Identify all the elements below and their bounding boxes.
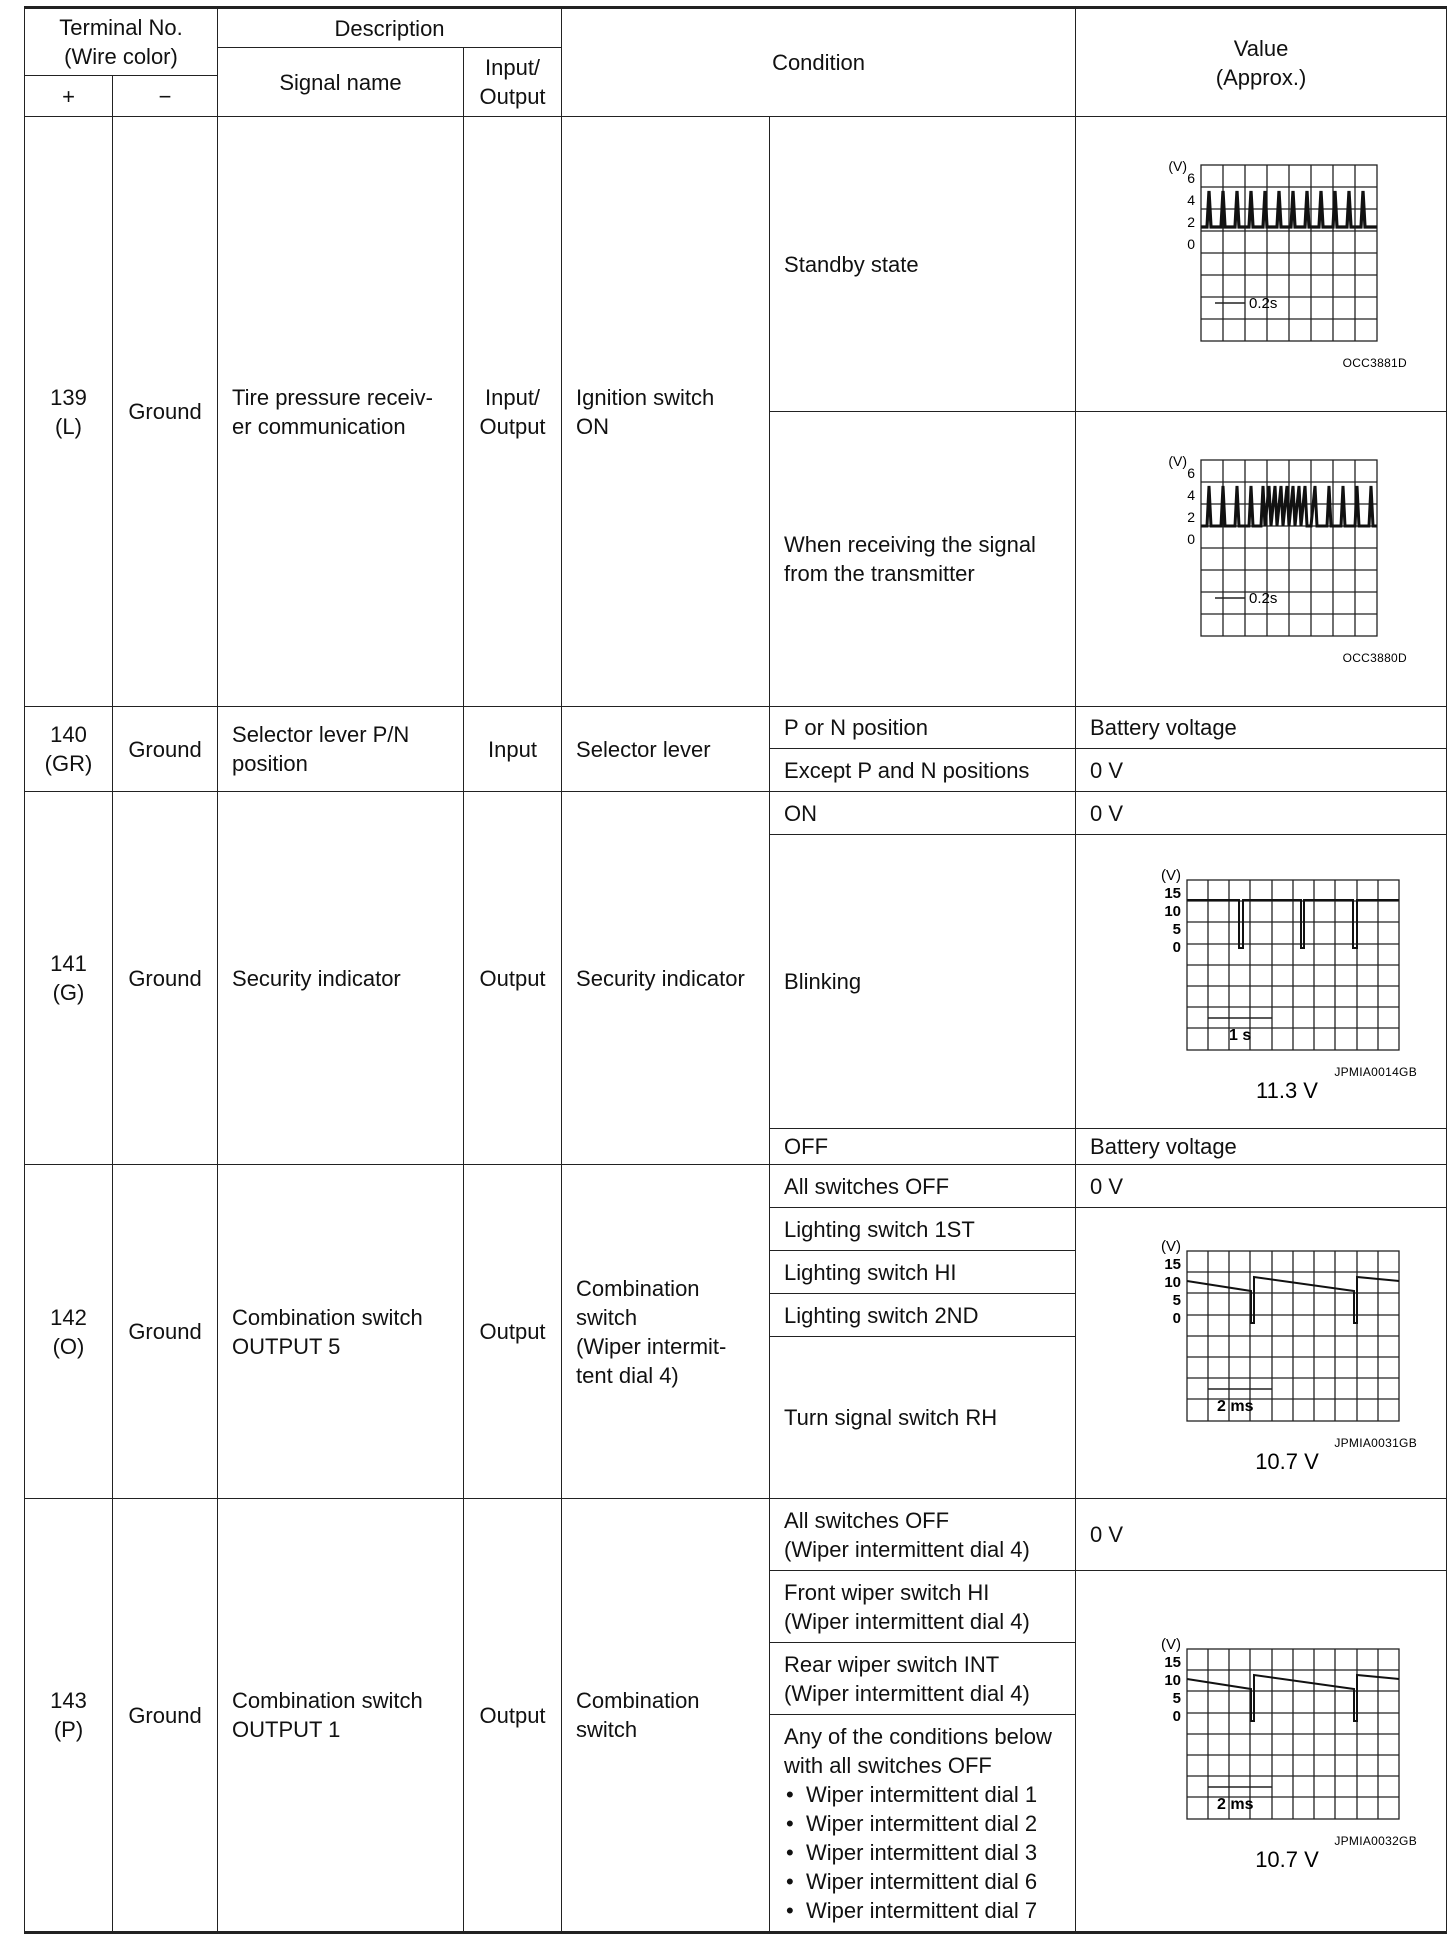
- tick-label: 10: [1164, 902, 1182, 920]
- sub-140-pn: P or N position: [770, 707, 1076, 749]
- waveform-standby: [1111, 149, 1411, 379]
- list-item: • Wiper intermittent dial 3: [806, 1838, 1061, 1867]
- time-scale-label: 2 ms: [1217, 1398, 1254, 1415]
- condition-143: Combination switch: [562, 1499, 770, 1933]
- value-140-except: 0 V: [1076, 749, 1447, 792]
- condition-142: Combination switch (Wiper intermit- tent dial 4): [562, 1165, 770, 1499]
- tick-label: 15: [1164, 1256, 1182, 1273]
- tick-label: 6: [1187, 465, 1196, 481]
- figure-id: OCC3881D: [1342, 356, 1408, 370]
- io-141: Output: [464, 792, 562, 1165]
- tick-label: 15: [1164, 884, 1182, 902]
- waveform-receiving: [1111, 444, 1411, 674]
- ground-139: Ground: [113, 117, 218, 707]
- tick-label: 0: [1187, 236, 1196, 252]
- sub-143-any-conditions: [770, 1715, 1076, 1933]
- tick-label: 5: [1172, 1292, 1182, 1309]
- sub-142-all-off: All switches OFF: [770, 1165, 1076, 1208]
- figure-id: OCC3880D: [1342, 651, 1408, 665]
- axis-unit: (V): [1161, 866, 1182, 884]
- waveform-output5: [1101, 1233, 1421, 1473]
- sub-139-receiving: When receiving the signal from the transmitter: [770, 412, 1076, 707]
- time-scale-label: 1 s: [1229, 1026, 1252, 1044]
- tick-label: 10: [1164, 1274, 1182, 1291]
- signal-142: Combination switch OUTPUT 5: [218, 1165, 464, 1499]
- value-140-pn: Battery voltage: [1076, 707, 1447, 749]
- tick-label: 0: [1172, 1310, 1182, 1327]
- tick-label: 2: [1187, 214, 1196, 230]
- terminal-142: 142 (O): [25, 1165, 113, 1499]
- io-142: Output: [464, 1165, 562, 1499]
- axis-unit: (V): [1161, 1636, 1182, 1653]
- terminal-143: 143 (P): [25, 1499, 113, 1933]
- signal-140: Selector lever P/N position: [218, 707, 464, 792]
- header-plus: +: [25, 76, 113, 117]
- list-item: • Wiper intermittent dial 7: [806, 1896, 1061, 1925]
- axis-unit: (V): [1168, 158, 1188, 174]
- terminal-141: 141 (G): [25, 792, 113, 1165]
- terminal-table: [24, 6, 1447, 1934]
- value-142-all-off: 0 V: [1076, 1165, 1447, 1208]
- tick-label: 15: [1164, 1654, 1182, 1671]
- time-scale-label: 0.2s: [1249, 590, 1278, 607]
- header-io: Input/ Output: [464, 48, 562, 117]
- ground-140: Ground: [113, 707, 218, 792]
- waveform-output1: [1101, 1631, 1421, 1871]
- sub-143-front-wiper-hi: Front wiper switch HI (Wiper intermittent dial 4): [770, 1571, 1076, 1643]
- terminal-139: 139 (L): [25, 117, 113, 707]
- list-item: • Wiper intermittent dial 1: [806, 1780, 1061, 1809]
- sub-143-any-conditions-text: Any of the conditions below with all switches OFF: [784, 1723, 1052, 1778]
- signal-139: Tire pressure receiv- er communication: [218, 117, 464, 707]
- list-item: • Wiper intermittent dial 2: [806, 1809, 1061, 1838]
- ground-143: Ground: [113, 1499, 218, 1933]
- axis-unit: (V): [1168, 453, 1188, 469]
- sub-142-turn-rh: Turn signal switch RH: [770, 1337, 1076, 1499]
- waveform-blinking: [1101, 862, 1421, 1102]
- signal-143: Combination switch OUTPUT 1: [218, 1499, 464, 1933]
- ground-142: Ground: [113, 1165, 218, 1499]
- tick-label: 0: [1187, 531, 1196, 547]
- value-139-receiving: [1076, 412, 1447, 707]
- sub-142-lighting-2nd: Lighting switch 2ND: [770, 1294, 1076, 1337]
- io-139: Input/ Output: [464, 117, 562, 707]
- sub-141-off: OFF: [770, 1129, 1076, 1165]
- value-141-blinking-voltage: 11.3 V: [1256, 1077, 1319, 1102]
- tick-label: 0: [1172, 938, 1182, 956]
- tick-label: 5: [1172, 1690, 1182, 1707]
- sub-139-standby: Standby state: [770, 117, 1076, 412]
- value-142-voltage: 10.7 V: [1255, 1449, 1319, 1473]
- header-signal-name: Signal name: [218, 48, 464, 117]
- header-minus: −: [113, 76, 218, 117]
- header-terminal: Terminal No. (Wire color): [25, 8, 218, 76]
- condition-139: Ignition switch ON: [562, 117, 770, 707]
- tick-label: 4: [1187, 192, 1196, 208]
- time-scale-label: 0.2s: [1249, 295, 1278, 312]
- terminal-140: 140 (GR): [25, 707, 113, 792]
- value-143-voltage: 10.7 V: [1255, 1847, 1319, 1871]
- figure-id: JPMIA0014GB: [1334, 1064, 1418, 1079]
- sub-141-on: ON: [770, 792, 1076, 835]
- value-141-on: 0 V: [1076, 792, 1447, 835]
- value-141-off: Battery voltage: [1076, 1129, 1447, 1165]
- figure-id: JPMIA0031GB: [1334, 1436, 1418, 1450]
- tick-label: 2: [1187, 509, 1196, 525]
- io-140: Input: [464, 707, 562, 792]
- io-143: Output: [464, 1499, 562, 1933]
- sub-140-except: Except P and N positions: [770, 749, 1076, 792]
- wiper-dial-list: [784, 1780, 1061, 1925]
- value-141-blinking: [1076, 835, 1447, 1129]
- list-item: • Wiper intermittent dial 6: [806, 1867, 1061, 1896]
- sub-141-blinking: Blinking: [770, 835, 1076, 1129]
- axis-unit: (V): [1161, 1238, 1182, 1255]
- signal-141: Security indicator: [218, 792, 464, 1165]
- tick-label: 10: [1164, 1672, 1182, 1689]
- tick-label: 6: [1187, 170, 1196, 186]
- header-value: Value (Approx.): [1076, 8, 1447, 117]
- ground-141: Ground: [113, 792, 218, 1165]
- header-condition: Condition: [562, 8, 1076, 117]
- condition-141: Security indicator: [562, 792, 770, 1165]
- value-143-waveform: [1076, 1571, 1447, 1933]
- sub-142-lighting-1st: Lighting switch 1ST: [770, 1208, 1076, 1251]
- condition-140: Selector lever: [562, 707, 770, 792]
- value-142-waveform: [1076, 1208, 1447, 1499]
- tick-label: 0: [1172, 1708, 1182, 1725]
- figure-id: JPMIA0032GB: [1334, 1834, 1418, 1848]
- sub-143-rear-wiper-int: Rear wiper switch INT (Wiper intermittent dial 4): [770, 1643, 1076, 1715]
- value-139-standby: [1076, 117, 1447, 412]
- value-143-all-off: 0 V: [1076, 1499, 1447, 1571]
- header-description: Description: [218, 8, 562, 48]
- terminal-table-page: [24, 6, 1446, 1934]
- time-scale-label: 2 ms: [1217, 1796, 1254, 1813]
- sub-143-all-off: All switches OFF (Wiper intermittent dial 4): [770, 1499, 1076, 1571]
- tick-label: 5: [1172, 920, 1182, 938]
- sub-142-lighting-hi: Lighting switch HI: [770, 1251, 1076, 1294]
- tick-label: 4: [1187, 487, 1196, 503]
